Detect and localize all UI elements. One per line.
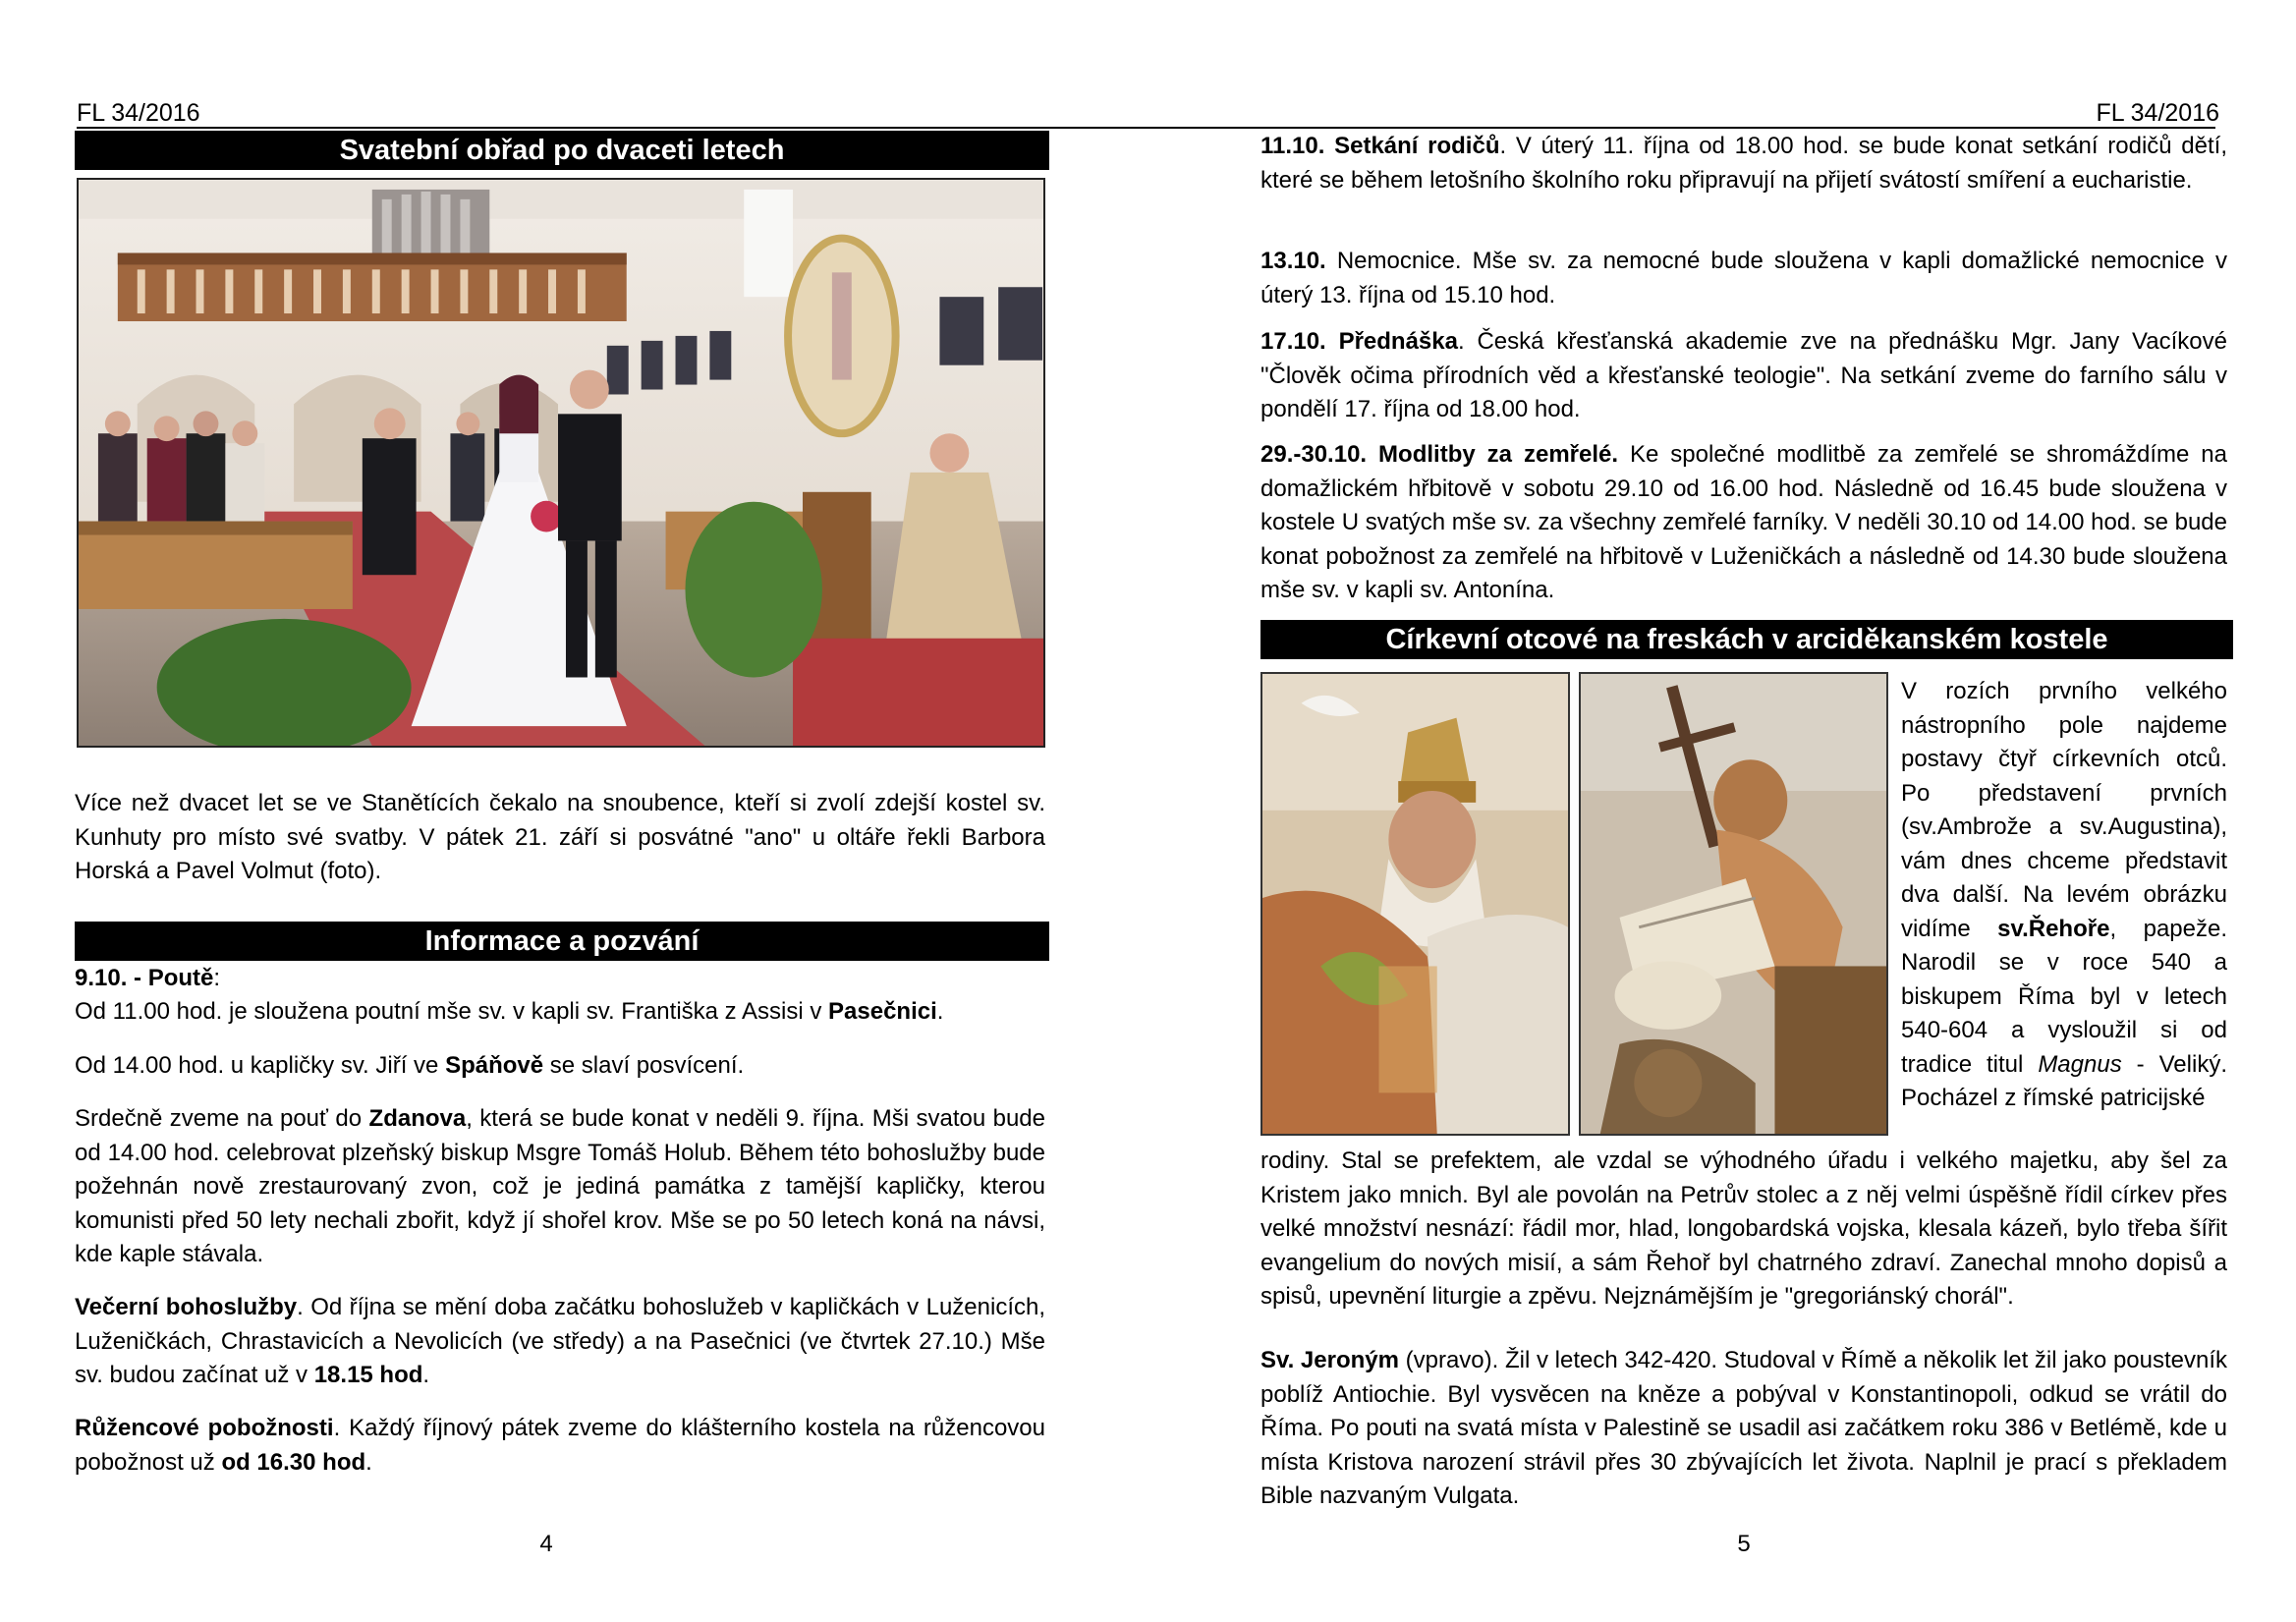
vecerni-bohosluzby-title: Večerní bohoslužby bbox=[75, 1294, 298, 1320]
magnus-word: Magnus bbox=[2038, 1050, 2122, 1078]
info-paragraph-2: Od 14.00 hod. u kapličky sv. Jiří ve Spáňově se slaví posvícení. bbox=[75, 1052, 745, 1079]
running-header-left: FL 34/2016 bbox=[77, 99, 200, 127]
info-paragraph-3: Srdečně zveme na pouť do Zdanova, která se bude konat v neděli 9. října. Mši svatou bude od 14.00 hod. celebrovat plzeňský biskup Msgre Tomáš Holub. Během této bohoslužby bude požehnán nově zrestaurovaný zvon, což je jediná památka z tamější kapličky, kterou komunisti před 50 lety nechali zbořit, když jí shořel krov. Mše se po 50 letech koná na návsi, kde kaple stávala. bbox=[75, 1105, 1046, 1267]
poute-heading: 9.10. - Poutě: bbox=[75, 965, 221, 991]
frescoes-heading: Církevní otcové na freskách v arciděkanském kostele bbox=[1260, 620, 2233, 659]
frescoes-jerome-text: Sv. Jeroným (vpravo). Žil v letech 342-420. Studoval v Římě a několik let žil jako poustevník poblíž Antiochie. Byl vysvěcen na kněze a pobýval v Konstantinopoli, odkud se vrátil do Říma. Po pouti na svatá místa v Palestině se usadil asi začátkem roku 386 v Betlémě, kde u místa Kristova narození strávil přes 30 zbývajících let života. Naplnil je prací s překladem Bible nazvaným Vulgata. bbox=[1260, 1347, 2228, 1509]
pasecnice-name: Pasečnici bbox=[828, 998, 937, 1025]
evening-time: 18.15 hod bbox=[313, 1362, 423, 1388]
info-paragraph-1: Od 11.00 hod. je sloužena poutní mše sv. v kapli sv. Františka z Assisi v Pasečnici. bbox=[75, 998, 944, 1025]
spanov-name: Spáňově bbox=[445, 1052, 544, 1079]
zdanov-name: Zdanova bbox=[368, 1105, 467, 1132]
event-modlitby: 29.-30.10. Modlitby za zemřelé. Ke společné modlitbě za zemřelé se shromáždíme na domažlickém hřbitově v sobotu 29.10 od 16.00 hod. Následně od 16.45 bude sloužena v kostele U svatých mše sv. za všechny zemřelé farníky. V neděli 30.10 od 14.00 hod. se bude konat pobožnost za zemřelé na hřbitově v Luženičkách a následně od 14.30 bude sloužena mše sv. v kapli sv. Antonína. bbox=[1260, 441, 2228, 603]
header-rule bbox=[77, 127, 2215, 129]
info-paragraph-5: Růžencové pobožnosti. Každý říjnový pátek zveme do klášterního kostela na růžencovou pobožnost už od 16.30 hod. bbox=[75, 1415, 1045, 1476]
info-heading: Informace a pozvání bbox=[75, 922, 1049, 961]
fresco-jerome-image bbox=[1579, 672, 1888, 1136]
wedding-paragraph: Více než dvacet let se ve Stanětících čekalo na snoubence, kteří si zvolí zdejší kostel sv. Kunhuty pro místo své svatby. V pátek 21. září si posvátné "ano" u oltáře řekli Barbora Horská a Pavel Volmut (foto). bbox=[75, 790, 1045, 884]
ruzencove-title: Růžencové pobožnosti bbox=[75, 1415, 334, 1441]
jerome-name: Sv. Jeroným bbox=[1260, 1347, 1399, 1373]
event-prednaska: 17.10. Přednáška. Česká křesťanská akademie zve na přednášku Mgr. Jany Vacíkové "Člověk očima přírodních věd a křesťanské teologie". Na setkání zveme do farního sálu v pondělí 17. října od 18.00 hod. bbox=[1260, 328, 2227, 422]
wedding-heading: Svatební obřad po dvaceti letech bbox=[75, 131, 1049, 170]
info-paragraph-4: Večerní bohoslužby. Od října se mění doba začátku bohoslužeb v kapličkách v Luženicích, Luženičkách, Chrastavicích a Nevolicích (ve středy) a na Pasečnici (ve čtvrtek 27.10.) Mše sv. budou začínat už v 18.15 hod. bbox=[75, 1294, 1045, 1388]
frescoes-side-text: V rozích prvního velkého nástropního pole najdeme postavy čtyř církevních otců. Po představení prvních (sv.Ambrože a sv.Augustina), vám dnes chceme představit dva další. Na levém obrázku vidíme sv.Řehoře, papeže. Narodil se v roce 540 a biskupem Říma byl v letech 540-604 a vysloužil si od tradice titul Magnus - Veliký. Pocházel z římské patricijské bbox=[1901, 678, 2227, 1111]
page-number-right: 5 bbox=[1737, 1531, 1751, 1557]
running-header-right: FL 34/2016 bbox=[2096, 99, 2219, 127]
fresco-gregory-image bbox=[1260, 672, 1570, 1136]
rosary-time: od 16.30 hod bbox=[221, 1448, 366, 1476]
event-setkani-rodicu: 11.10. Setkání rodičů. V úterý 11. října od 18.00 hod. se bude konat setkání rodičů dětí, které se během letošního školního roku připravují na přijetí svátostí smíření a eucharistie. bbox=[1260, 133, 2228, 194]
gregory-name: sv.Řehoře bbox=[1997, 915, 2110, 942]
event-nemocnice: 13.10. Nemocnice. Mše sv. za nemocné bude sloužena v kapli domažlické nemocnice v úterý 13. října od 15.10 hod. bbox=[1260, 248, 2227, 308]
wedding-photo bbox=[77, 178, 1045, 748]
poute-date: 9.10. - Poutě bbox=[75, 965, 214, 991]
page-number-left: 4 bbox=[539, 1531, 553, 1557]
frescoes-gregory-text: rodiny. Stal se prefektem, ale vzdal se výhodného úřadu i velkého majetku, aby šel za Kristem jako mnich. Byl ale povolán na Petrův stolec a z něj velmi úspěšně řídil církev přes velké množství nesnází: řádil mor, hlad, longobardská vojska, klesala kázeň, bylo třeba šířit evangelium do nových misií, a sám Řehoř byl chatrného zdraví. Zanechal mnoho dopisů a spisů, upevnění liturgie a zpěvu. Nejznámějším je "gregoriánský chorál". bbox=[1260, 1147, 2227, 1310]
